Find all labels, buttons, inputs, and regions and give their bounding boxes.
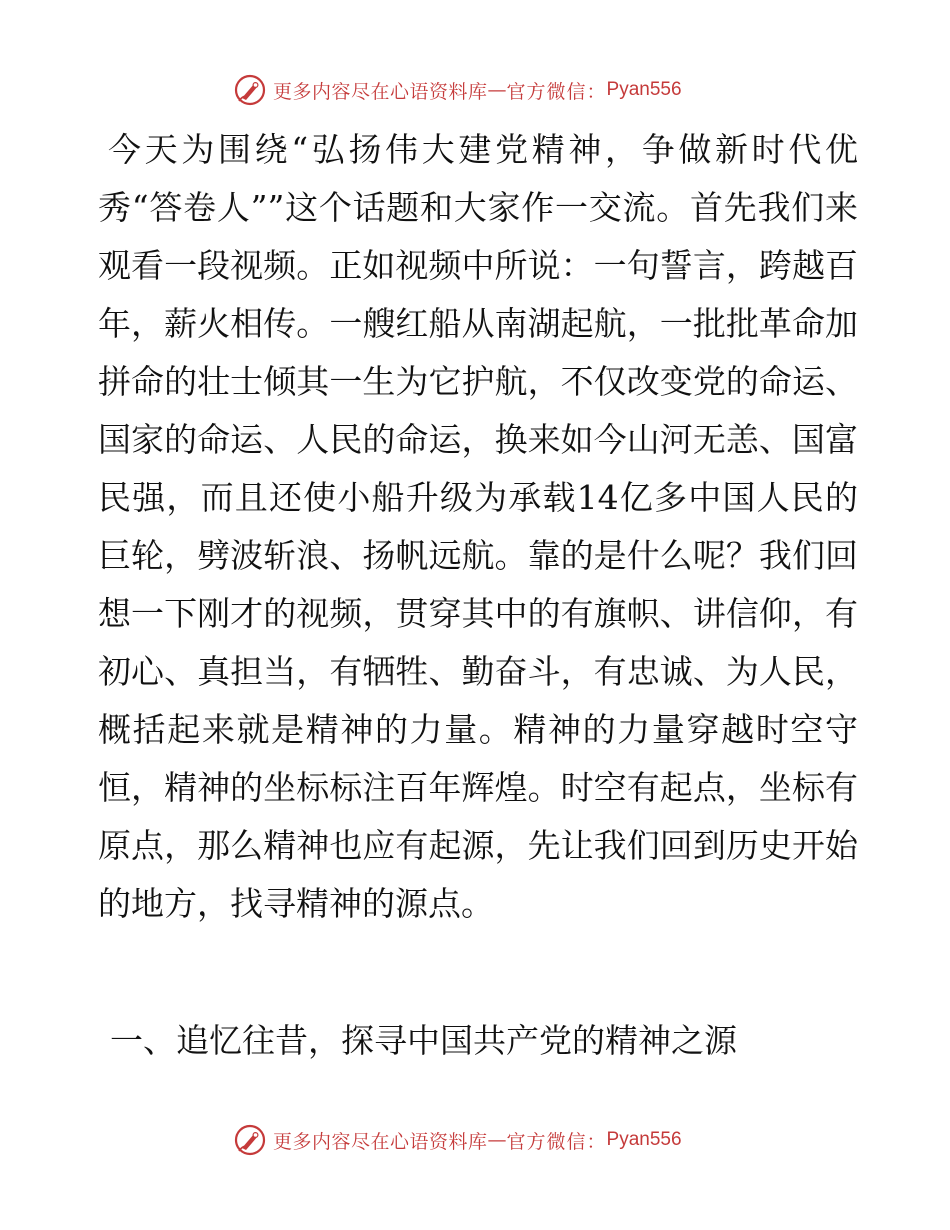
watermark-brand: 更多内容尽在心语资料库 [273, 80, 488, 103]
watermark-account: Pyan556 [606, 79, 682, 100]
watermark-account: Pyan556 [606, 1129, 682, 1150]
watermark-label: 官方微信： [506, 1130, 607, 1153]
pen-nib-logo-icon [233, 1123, 267, 1157]
watermark-label: 官方微信： [506, 80, 607, 103]
header-watermark [233, 72, 753, 108]
pen-nib-logo-icon [233, 73, 267, 107]
watermark-brand: 更多内容尽在心语资料库 [273, 1130, 488, 1153]
footer-watermark [233, 1122, 753, 1158]
body-paragraph: 今天为围绕“弘扬伟大建党精神，争做新时代优秀“答卷人””这个话题和大家作一交流。首先我们来观看一段视频。正如视频中所说：一句誓言，跨越百年，薪火相传。一艘红船从南湖起航，一批批革命加拼命的壮士倾其一生为它护航，不仅改变党的命运、国家的命运、人民的命运，换来如今山河无恙、国富民强，而且还使小船升级为承载14亿多中国人民的巨轮，劈波斩浪、扬帆远航。靠的是什么呢？我们回想一下刚才的视频，贯穿其中的有旗帜、讲信仰，有初心、真担当，有牺牲、勤奋斗，有忠诚、为人民，概括起来就是精神的力量。精神的力量穿越时空守恒，精神的坐标标注百年辉煌。时空有起点，坐标有原点，那么精神也应有起源，先让我们回到历史开始的地方，找寻精神的源点。 [98, 130, 858, 923]
section-heading: 一、追忆往昔，探寻中国共产党的精神之源 [110, 1021, 737, 1060]
watermark-separator: — [487, 79, 507, 101]
watermark-separator: — [487, 1129, 507, 1151]
